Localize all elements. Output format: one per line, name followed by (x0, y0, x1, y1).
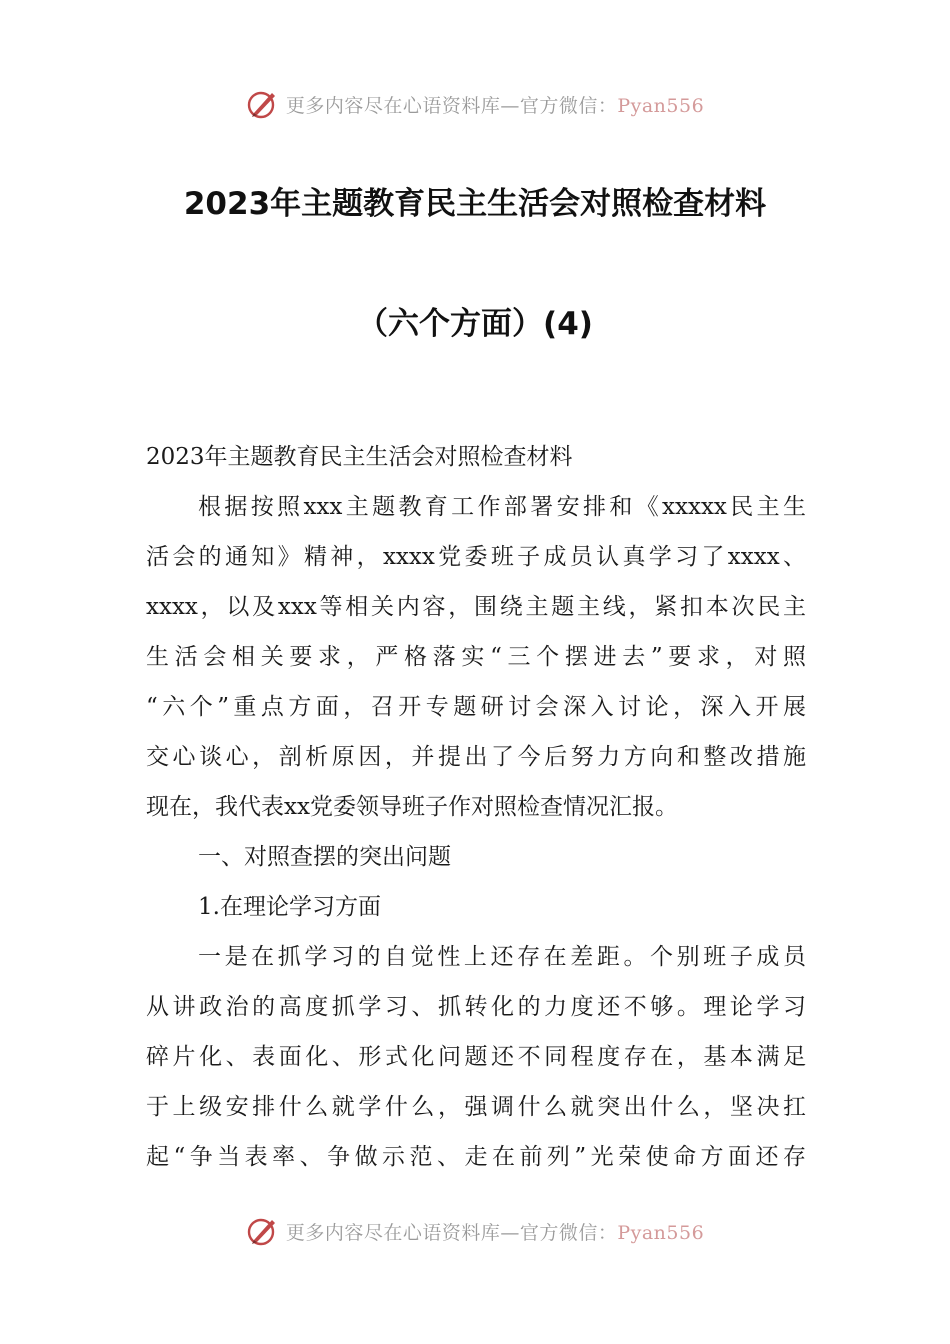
body-line: 一是在抓学习的自觉性上还存在差距。个别班子成员 (198, 944, 806, 970)
document-subtitle: （六个方面）(4) (357, 306, 593, 342)
body-line: 活会的通知》精神，xxxx党委班子成员认真学习了xxxx、 (146, 544, 806, 570)
subsection-heading: 1.在理论学习方面 (198, 894, 381, 920)
body-line: 根据按照xxx主题教育工作部署安排和《xxxxx民主生 (198, 494, 806, 520)
wechat-id: Pyan556 (617, 1221, 705, 1244)
document-body (146, 432, 806, 1182)
section-heading: 一、对照查摆的突出问题 (198, 844, 451, 870)
body-line: 2023年主题教育民主生活会对照检查材料 (146, 444, 573, 470)
pen-circle-logo-icon (246, 1214, 280, 1248)
body-line: 起“争当表率、争做示范、走在前列”光荣使命方面还存 (146, 1144, 806, 1170)
body-line: 于上级安排什么就学什么，强调什么就突出什么，坚决扛 (146, 1094, 806, 1120)
watermark-text: 更多内容尽在心语资料库—官方微信：Pyan556 (285, 94, 705, 117)
pen-circle-logo-icon (246, 87, 280, 121)
body-line: 碎片化、表面化、形式化问题还不同程度存在，基本满足 (146, 1044, 806, 1070)
body-line: 生活会相关要求，严格落实“三个摆进去”要求，对照 (146, 644, 806, 670)
body-line: xxxx，以及xxx等相关内容，围绕主题主线，紧扣本次民主 (146, 594, 806, 620)
wechat-id: Pyan556 (617, 94, 705, 117)
body-line: “六个”重点方面，召开专题研讨会深入讨论，深入开展 (146, 694, 806, 720)
header-watermark (0, 84, 950, 124)
body-line: 交心谈心，剖析原因，并提出了今后努力方向和整改措施 (146, 744, 806, 770)
watermark-text: 更多内容尽在心语资料库—官方微信：Pyan556 (285, 1221, 705, 1244)
body-line: 从讲政治的高度抓学习、抓转化的力度还不够。理论学习 (146, 994, 806, 1020)
footer-watermark (0, 1211, 950, 1251)
body-line: 现在，我代表xx党委领导班子作对照检查情况汇报。 (146, 794, 678, 820)
document-title: 2023年主题教育民主生活会对照检查材料 (183, 186, 767, 222)
